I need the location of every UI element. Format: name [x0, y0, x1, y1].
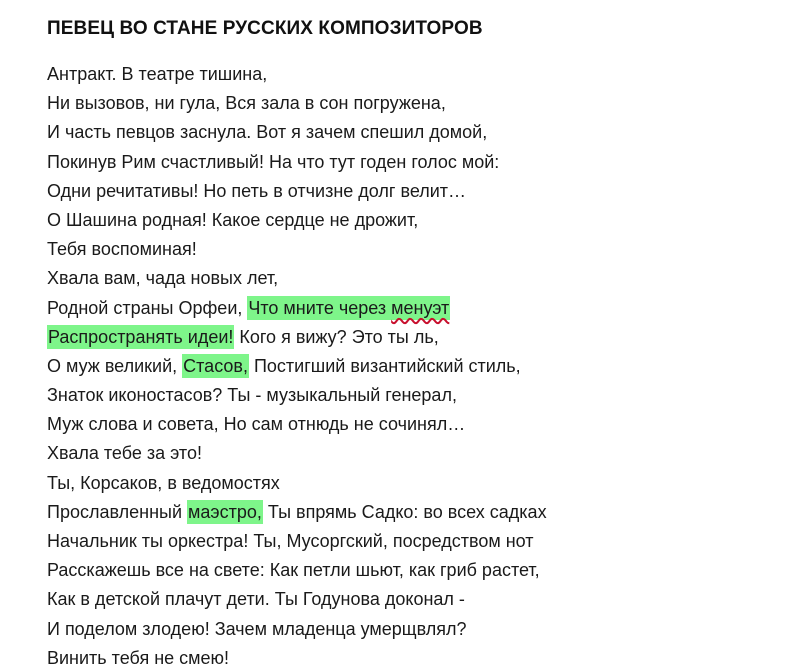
line-text-end: Постигший византийский стиль, [248, 355, 521, 376]
line-text: Прославленный [47, 501, 188, 522]
poem-line-2: Ни вызовов, ни гула, Вся зала в сон погружена, [47, 93, 446, 114]
poem-body [47, 60, 800, 667]
poem-line-5: Одни речитативы! Но петь в отчизне долг велит… [47, 180, 467, 201]
poem-line-7: Тебя воспоминая! [47, 239, 197, 260]
poem-line-3: И часть певцов заснула. Вот я зачем спешил домой, [47, 122, 488, 143]
poem-line-16 [47, 498, 800, 527]
highlighted-text: Распространять идеи! [48, 326, 234, 347]
poem-line-12: Знаток иконостасов? Ты - музыкальный генерал, [47, 385, 457, 406]
poem-line-15: Ты, Корсаков, в ведомостях [47, 472, 280, 493]
poem-line-13: Муж слова и совета, Но сам отнюдь не сочинял… [47, 414, 466, 435]
poem-line-4: Покинув Рим счастливый! На что тут годен голос мой: [47, 151, 500, 172]
poem-line-18: Расскажешь все на свете: Как петли шьют, как гриб растет, [47, 560, 540, 581]
line-text: О муж великий, [47, 355, 183, 376]
highlighted-text [247, 296, 450, 320]
highlighted-text: маэстро, [188, 501, 262, 522]
poem-line-17: Начальник ты оркестра! Ты, Мусоргский, посредством нот [47, 531, 534, 551]
poem-title: ПЕВЕЦ ВО СТАНЕ РУССКИХ КОМПОЗИТОРОВ [47, 18, 483, 39]
poem-line-11 [47, 352, 800, 381]
poem-line-20: И поделом злодею! Зачем младенца умерщвлял? [47, 618, 467, 639]
line-text: Родной страны Орфеи, [47, 297, 248, 318]
poem-line-1: Антракт. В театре тишина, [47, 64, 268, 84]
poem-line-21: Винить тебя не смею! [47, 647, 230, 667]
poem-line-8: Хвала вам, чада новых лет, [47, 268, 279, 289]
highlighted-fragment: Что мните через [248, 297, 392, 318]
misspelled-word[interactable]: менуэт [391, 297, 450, 318]
poem-line-6: О Шашина родная! Какое сердце не дрожит, [47, 209, 419, 230]
poem-line-19: Как в детской плачут дети. Ты Годунова доконал - [47, 589, 465, 610]
poem-line-10 [47, 323, 800, 352]
line-text-end: Ты впрямь Садко: во всех садках [262, 501, 547, 522]
line-text: Кого я вижу? Это ты ль, [234, 326, 439, 347]
poem-line-9 [47, 294, 800, 323]
highlighted-text: Стасов, [183, 355, 248, 376]
poem-line-14: Хвала тебе за это! [47, 443, 202, 464]
